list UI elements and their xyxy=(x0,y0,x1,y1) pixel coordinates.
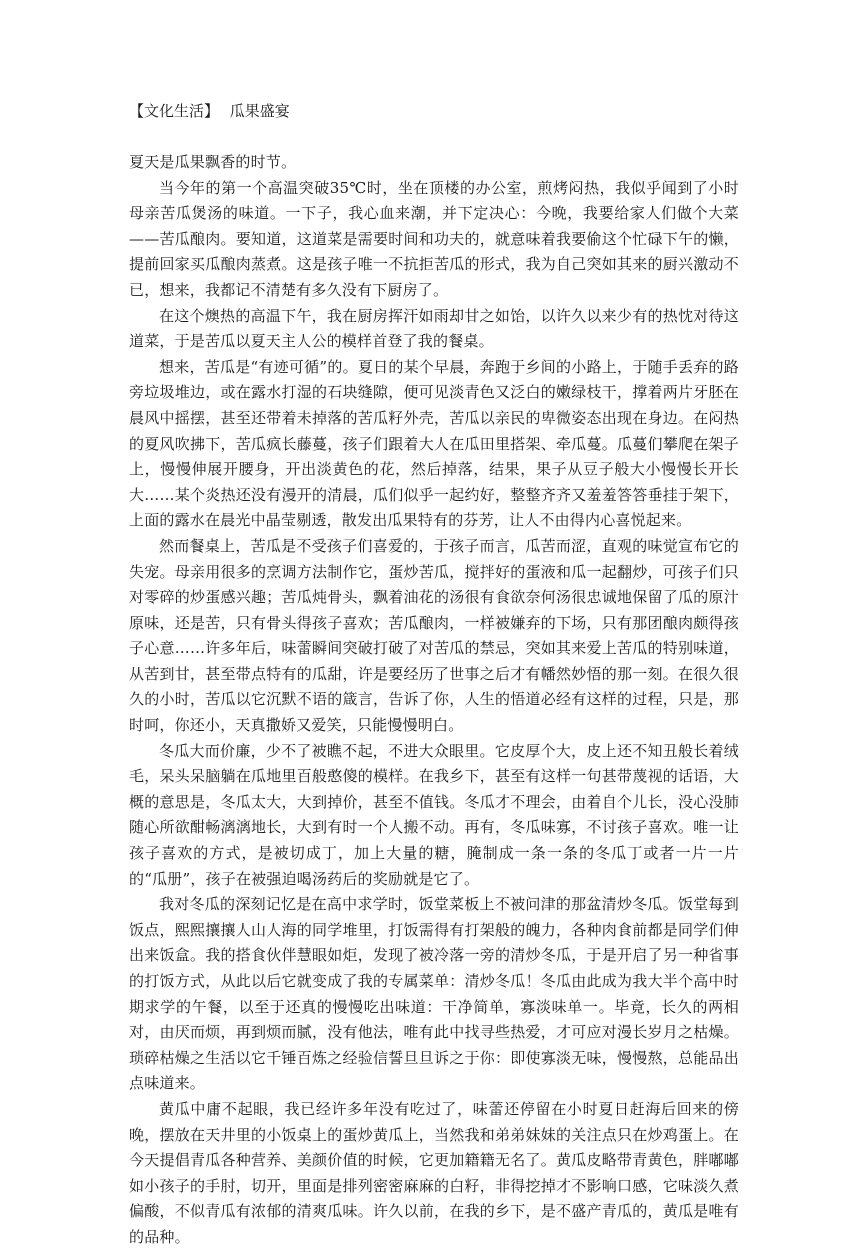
document-page xyxy=(129,100,739,1251)
article-title: 瓜果盛宴 xyxy=(229,102,290,120)
paragraph-6: 冬瓜大而价廉，少不了被瞧不起，不进大众眼里。它皮厚个大，皮上还不知丑般长着绒毛，呆头呆脑躺在瓜地里百般憨傻的模样。在我乡下，甚至有这样一句甚带蔑视的话语，大概的意思是，冬瓜太大，大到掉价，甚至不值钱。冬瓜才不理会，由着自个儿长，没心没肺随心所欲酣畅漓漓地长，大到有时一个人搬不动。再有，冬瓜味寡，不讨孩子喜欢。唯一让孩子喜欢的方式，是被切成丁，加上大量的糖，腌制成一条一条的冬瓜丁或者一片一片的“瓜册”，孩子在被强迫喝汤药后的奖励就是它了。 xyxy=(129,741,739,888)
paragraph-7: 我对冬瓜的深刻记忆是在高中求学时，饭堂菜板上不被问津的那盆清炒冬瓜。饭堂每到饭点，熙熙攘攘人山人海的同学堆里，打饭需得有打架般的魄力，各种肉食前都是同学们伸出来饭盒。我的搭食伙伴慧眼如炬，发现了被冷落一旁的清炒冬瓜，于是开启了另一种省事的打饭方式，从此以后它就变成了我的专属菜单：清炒冬瓜！冬瓜由此成为我大半个高中时期求学的午餐，以至于还真的慢慢吃出味道：干净简单，寡淡味单一。毕竟，长久的两相对，由厌而烦，再到烦而腻，没有他法，唯有此中找寻些热爱，才可应对漫长岁月之枯燥。琐碎枯燥之生活以它千锤百炼之经验信誓旦旦诉之于你：即使寡淡无味，慢慢熬，总能品出点味道来。 xyxy=(129,895,739,1093)
paragraph-5: 然而餐桌上，苦瓜是不受孩子们喜爱的，于孩子而言，瓜苦而涩，直观的味觉宣布它的失宠。母亲用很多的烹调方法制作它，蛋炒苦瓜，搅拌好的蛋液和瓜一起翻炒，可孩子们只对零碎的炒蛋感兴趣；苦瓜炖骨头，飘着油花的汤很有食欲奈何汤很忠诚地保留了瓜的原汁原味，还是苦，只有骨头得孩子喜欢；苦瓜酿肉，一样被嫌弃的下场，只有那团酿肉颇得孩子心意……许多年后，味蕾瞬间突破打破了对苦瓜的禁忌，突如其来爱上苦瓜的特别味道，从苦到甘，甚至带点特有的瓜甜，许是要经历了世事之后才有幡然妙悟的那一刻。在很久很久的小时，苦瓜以它沉默不语的箴言，告诉了你，人生的悟道必经有这样的过程，只是，那时呵，你还小，天真撒娇又爱笑，只能慢慢明白。 xyxy=(129,536,739,735)
column-tag: 【文化生活】 xyxy=(129,102,220,120)
paragraph-3: 在这个燠热的高温下午，我在厨房挥汗如雨却甘之如饴，以许久以来少有的热忱对待这道菜，于是苦瓜以夏天主人公的模样首登了我的餐桌。 xyxy=(129,306,739,351)
article-heading xyxy=(129,100,739,122)
paragraph-2: 当今年的第一个高温突破35℃时，坐在顶楼的办公室，煎烤闷热，我似乎闻到了小时母亲苦瓜煲汤的味道。一下子，我心血来潮，并下定决心：今晚，我要给家人们做个大菜——苦瓜酿肉。要知道，这道菜是需要时间和功夫的，就意味着我要偷这个忙碌下午的懒，提前回家买瓜酿肉蒸煮。这是孩子唯一不抗拒苦瓜的形式，我为自己突如其来的厨兴激动不已，想来，我都记不清楚有多久没有下厨房了。 xyxy=(129,178,739,299)
paragraph-4: 想来，苦瓜是“有迹可循”的。夏日的某个早晨，奔跑于乡间的小路上，于随手丢弃的路旁垃圾堆边，或在露水打湿的石块缝隙，便可见淡青色又泛白的嫩绿枝干，撑着两片牙胚在晨风中摇摆，甚至还带着未掉落的苦瓜籽外壳，苦瓜以亲民的卑微姿态出现在身边。在闷热的夏风吹拂下，苦瓜疯长藤蔓，孩子们跟着大人在瓜田里搭架、牵瓜蔓。瓜蔓们攀爬在架子上，慢慢伸展开腰身，开出淡黄色的花，然后掉落，结果，果子从豆子般大小慢慢长开长大……某个炎热还没有漫开的清晨，瓜们似乎一起约好，整整齐齐又羞羞答答垂挂于架下，上面的露水在晨光中晶莹剔透，散发出瓜果特有的芬芳，让人不由得内心喜悦起来。 xyxy=(129,357,739,530)
paragraph-1: 夏天是瓜果飘香的时节。 xyxy=(129,153,297,171)
paragraph-8: 黄瓜中庸不起眼，我已经许多年没有吃过了，味蕾还停留在小时夏日赶海后回来的傍晚，摆放在天井里的小饭桌上的蛋炒黄瓜上，当然我和弟弟妹妹的关注点只在炒鸡蛋上。在今天提倡青瓜各种营养、美颜价值的时候，它更加籍籍无名了。黄瓜皮略带青黄色，胖嘟嘟如小孩子的手肘，切开，里面是排列密密麻麻的白籽，非得挖掉才不影响口感，它味淡久煮偏酸，不似青瓜有浓郁的清爽瓜味。许久以前，在我的乡下，是不盛产青瓜的，黄瓜是唯有的品种。 xyxy=(129,1099,739,1246)
